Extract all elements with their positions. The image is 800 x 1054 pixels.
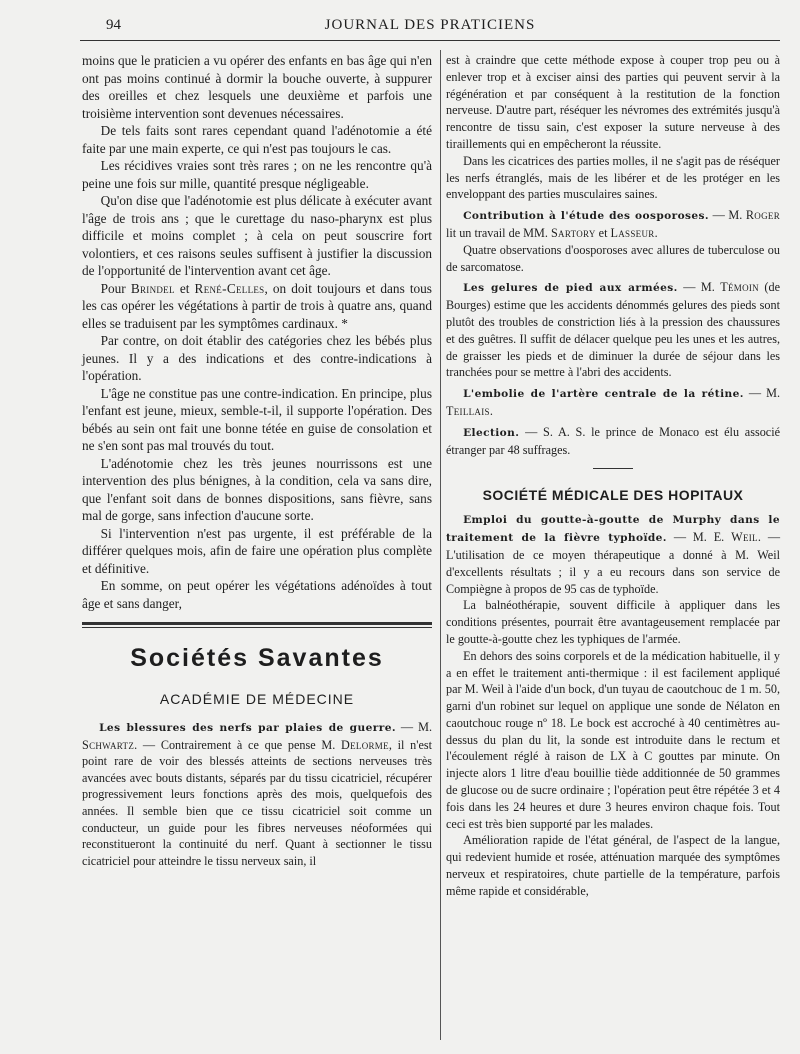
- section-subtitle: ACADÉMIE DE MÉDECINE: [159, 691, 355, 707]
- paragraph: Les récidives vraies sont très rares ; on ne les rencontre qu'à peine une fois sur mille, quantité presque négligeable.: [82, 158, 432, 191]
- article-paragraph: [82, 719, 432, 869]
- text-run: — M.: [395, 720, 432, 734]
- paragraph: moins que le praticien a vu opérer des enfants en bas âge qui n'en ont pas moins continué à dormir la bouche ouverte, à suppurer des oreilles et chez lesquels une deuxième et parfois une troisième intervention sont devenues nécessaires.: [82, 53, 432, 121]
- article-heading: L'embolie de l'artère centrale de la rétine.: [463, 388, 744, 401]
- text-run: — M. E.: [666, 530, 732, 545]
- paragraph: Par contre, on doit établir des catégories chez les bébés plus jeunes. Il y a des indications et des contre-indications à l'opération.: [82, 333, 432, 383]
- article-heading: Les gelures de pied aux armées.: [463, 282, 678, 295]
- text-run: , on doit toujours et dans tous les cas opérer les végétations à partir de trois à quatre ans, quand elles se traduisent par les symptômes cardinaux. *: [82, 280, 432, 331]
- text-run: . — Contrairement à ce que pense M.: [134, 737, 341, 752]
- paragraph: Amélioration rapide de l'état général, de l'aspect de la langue, qui redevient humide et rosée, atténuation marquée des symptômes nerveux et respiratoires, chute partielle de la température, parfois même rapide et considérable,: [446, 833, 780, 898]
- text-run: (de Bourges) estime que les accidents dénommés gelures des pieds sont plutôt des troubles de constriction liés à la pression des chaussures et des guêtres. Il suffit de délacer quelque peu les unes et les autres, de graisser les pieds et de diminuer la durée de séjour dans les tranchées pour se mettre à l'abri des accidents.: [446, 280, 780, 380]
- author-name: Brindel: [130, 280, 175, 296]
- article-paragraph: [446, 511, 780, 597]
- article-paragraph: [446, 279, 780, 381]
- article-heading: Les blessures des nerfs par plaies de guerre.: [99, 722, 396, 734]
- text-run: , il n'est point rare de voir des blessés atteints de sections nerveuses très avancées avec bouts distants, séparés par du tissu cicatriciel, récupérer progressivement leurs fonctions après des mois, quelquefois des années. Il semble bien que ce tissu cicatriciel soit comme un conducteur, un guide pour les fibres nerveuses néoformées qui reconstitueront la continuité du nerf. Quant à sectionner le tissu cicatriciel pour atteindre le tissu nerveux sain, il: [82, 737, 432, 868]
- article-block: [82, 719, 432, 869]
- text-run: et: [174, 280, 195, 296]
- running-title: JOURNAL DES PRATICIENS: [324, 17, 536, 33]
- text-run: . — L'utilisation de ce moyen thérapeutique a donné à M. Weil d'excellents résultats ; il y a eu recours dans son service de Compiègne à propos de 95 cas de typhoïde.: [446, 530, 781, 596]
- divider: [593, 468, 633, 469]
- paragraph: L'adénotomie chez les très jeunes nourrissons est une intervention des plus bénignes, à la condition, cela va sans dire, que l'enfant soit dans de bonnes dispositions, sans fièvre, sans mal de gorge, sans infection d'aucune sorte.: [82, 455, 432, 523]
- text-run: — M.: [677, 280, 721, 295]
- author-name: Témoin: [720, 280, 759, 295]
- article-heading: Emploi du goutte-à-goutte de Murphy dans le traitement de la fièvre typhoïde.: [446, 514, 780, 545]
- section-rule: [82, 622, 432, 625]
- article-paragraph: [446, 385, 780, 420]
- paragraph: Si l'intervention n'est pas urgente, il est préférable de la différer quelques mois, afin de faire une opération plus complète et définitive.: [82, 525, 432, 576]
- paragraph: Quatre observations d'oosporoses avec allures de tuberculose ou de sarcomatose.: [446, 242, 780, 274]
- page-number: 94: [106, 17, 121, 33]
- author-name: Weil: [731, 530, 758, 545]
- text-run: — S. A. S. le prince de Monaco est élu associé étranger par 48 suffrages.: [446, 424, 780, 457]
- paragraph: La balnéothérapie, souvent difficile à appliquer dans les conditions présentes, pourrait être avantageusement remplacée par le goutte-à-goutte chez les typhiques de l'armée.: [446, 598, 780, 646]
- section-title: Sociétés Savantes: [130, 644, 384, 672]
- article-heading: Contribution à l'étude des oosporoses.: [463, 210, 710, 223]
- author-name: Teillais: [446, 403, 490, 418]
- text-run: — M.: [743, 386, 780, 401]
- section-heading: SOCIÉTÉ MÉDICALE DES HOPITAUX: [482, 487, 744, 504]
- text-run: .: [489, 403, 493, 418]
- author-name: René-Celles: [194, 280, 265, 296]
- text-run: et: [595, 225, 611, 240]
- author-name: Delorme: [341, 737, 389, 752]
- paragraph: En somme, on peut opérer les végétations adénoïdes à tout âge et sans danger,: [82, 578, 432, 611]
- author-name: Lasseur: [610, 225, 655, 240]
- right-column: [446, 52, 780, 900]
- page-header: [80, 14, 780, 41]
- paragraph: De tels faits sont rares cependant quand l'adénotomie a été faite par une main experte, ce qui n'est pas toujours le cas.: [82, 123, 432, 156]
- paragraph: Dans les cicatrices des parties molles, il ne s'agit pas de réséquer les nerfs étranglés, mais de les libérer et de les protéger en les enveloppant des parties musculaires saines.: [446, 153, 780, 202]
- paragraph: [82, 280, 432, 333]
- paragraph: L'âge ne constitue pas une contre-indication. En principe, plus l'enfant est jeune, mieux, semble-t-il, il supporte l'opération. Des bébés au sein ont fait une bonne tétée en guise de consolation et ne s'en sont pas mal trouvés du tout.: [82, 385, 432, 453]
- column-divider: [440, 50, 441, 1040]
- paragraph: Qu'on dise que l'adénotomie est plus délicate à exécuter avant l'âge de trois ans ; que le curettage du naso-pharynx est plus difficile et moins complet ; à cela on peut souscrire fort volontiers, et ces raisons seules suffisent à justifier la discussion de l'opportunité de l'intervention avant cet âge.: [82, 193, 432, 278]
- text-run: .: [654, 225, 658, 240]
- text-run: — M.: [709, 208, 746, 223]
- text-run: Pour: [100, 280, 131, 296]
- article-heading: Election.: [463, 426, 520, 439]
- paragraph: est à craindre que cette méthode expose à couper trop peu ou à enlever trop et à exciser ainsi des parties qui peuvent servir à la régénération et par conséquent à la restitution de la fonction nerveuse. D'autre part, réséquer les névromes des extrémités jusqu'à rencontre de tissu sain, c'est exposer la suture nerveuse à des tiraillements qui en empêcheront la réussite.: [446, 53, 780, 151]
- article-paragraph: [446, 207, 780, 242]
- author-name: Sartory: [550, 225, 596, 240]
- article-paragraph: [446, 424, 780, 459]
- author-name: Schwartz: [82, 737, 135, 752]
- section-rule: [82, 627, 432, 628]
- text-run: lit un travail de MM.: [446, 225, 551, 240]
- author-name: Roger: [745, 208, 781, 223]
- left-column: [82, 52, 432, 869]
- paragraph: En dehors des soins corporels et de la médication habituelle, il y a en effet le traitement anti-thermique : il est facilement appliqué par M. Weil à l'aide d'un bock, d'un tuyau de caoutchouc de 1 m. 50, garni d'un robinet sur lequel on applique une sonde de Nélaton en caoutchouc rouge nº 18. Le bock est accroché à 40 centimètres au-dessus du plan du lit, la sonde est introduite dans le rectum et l'écoulement réglé à raison de LX à C gouttes par minute. On injecte alors 1 litre d'eau bouillie tiède additionnée de 50 grammes de glucose ou de sucre ordinaire ; l'opération peut être répétée 3 et 4 fois dans les 24 heures et dure 3 heures environ chaque fois. Tout ceci est très bien supporté par les malades.: [446, 648, 780, 831]
